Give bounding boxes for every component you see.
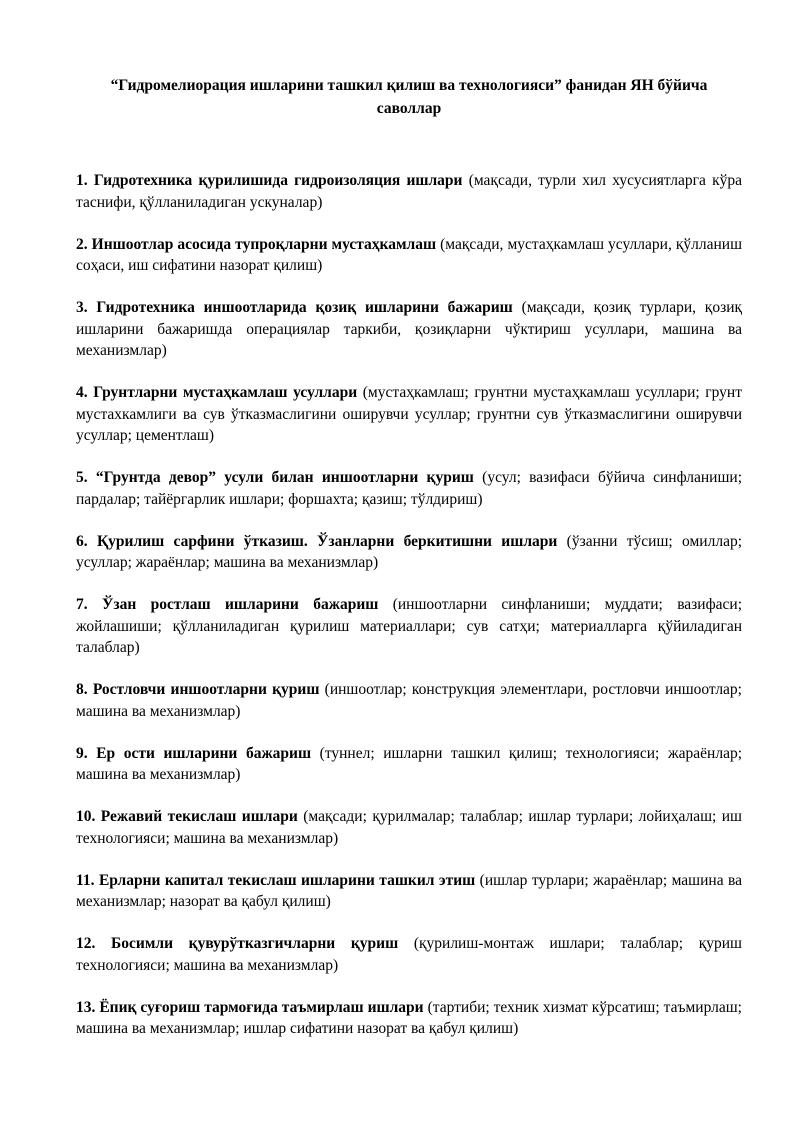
list-item [76, 679, 742, 722]
list-item [76, 467, 742, 510]
question-heading: 2. Иншоотлар асосида тупроқларни мустаҳкамлаш [76, 235, 437, 253]
question-heading: 7. Ўзан ростлаш ишларини бажариш [76, 596, 379, 613]
question-details: (тартиби; техник хизмат кўрсатиш; таъмирлаш; машина ва механизмлар; ишлар сифатини назорат ва қабул қилиш) [76, 998, 742, 1037]
question-heading: 5. “Грунтда девор” усули билан иншоотларни қуриш [76, 469, 474, 486]
question-heading: 4. Грунтларни мустаҳкамлаш усуллари [76, 384, 358, 401]
list-item [76, 594, 742, 659]
question-details: (мақсади, қозиқ турлари, қозиқ ишларини бажаришда операциялар таркиби, қозиқларни чўктириш усуллари, машина ва механизмлар) [76, 299, 743, 359]
question-details: (усул; вазифаси бўйича синфланиши; пардалар; тайёргарлик ишлари; форшахта; қазиш; тўлдириш) [76, 469, 742, 508]
question-details: (мустаҳкамлаш; грунтни мустаҳкамлаш усуллари; грунт мустахкамлиги ва сув ўтказмаслигини оширувчи усуллар; грунтни сув ўтказмаслигини оширувчи усуллар; цементлаш) [76, 384, 742, 444]
list-item [76, 997, 742, 1040]
question-heading: 1. Гидротехника қурилишида гидроизоляция ишлари [76, 172, 463, 189]
question-heading: 12. Босимли қувурўтказгичларни қуриш [76, 935, 399, 952]
question-heading: 13. Ёпиқ суғориш тармоғида таъмирлаш ишлари [76, 998, 424, 1016]
question-details: (иншоотлар; конструкция элементлари, ростловчи иншоотлар; машина ва механизмлар) [76, 681, 742, 720]
list-item [76, 297, 742, 362]
question-details: (иншоотларни синфланиши; муддати; вазифаси; жойлашиши; қўлланиладиган қурилиш материаллари; сув сатҳи; материалларга қўйиладиган талаблар) [76, 596, 743, 656]
question-details: (ишлар турлари; жараёнлар; машина ва механизмлар; назорат ва қабул қилиш) [76, 871, 743, 910]
question-details: (мақсади; қурилмалар; талаблар; ишлар турлари; лойиҳалаш; иш технологияси; машина ва механизмлар) [76, 808, 742, 847]
list-item [76, 234, 742, 277]
list-item [76, 743, 742, 786]
list-item [76, 170, 742, 213]
list-item [76, 531, 742, 574]
question-details: (мақсади, мустаҳкамлаш усуллари, қўлланиш соҳаси, иш сифатини назорат қилиш) [76, 235, 743, 274]
list-item [76, 870, 742, 913]
question-heading: 6. Қурилиш сарфини ўтказиш. Ўзанларни беркитишни ишлари [76, 532, 558, 550]
question-heading: 8. Ростловчи иншоотларни қуриш [76, 681, 320, 698]
question-details: (мақсади, турли хил хусусиятларга кўра таснифи, қўлланиладиган ускуналар) [76, 172, 742, 211]
question-list [76, 170, 742, 1040]
document-title: “Гидромелиорация ишларини ташкил қилиш ва технологияси” фанидан ЯН бўйича саволлар [110, 77, 708, 117]
list-item [76, 382, 742, 447]
question-heading: 3. Гидротехника иншоотларида қозиқ ишларини бажариш [76, 299, 513, 316]
question-heading: 10. Режавий текислаш ишлари [76, 808, 298, 825]
question-heading: 11. Ерларни капитал текислаш ишларини ташкил этиш [76, 871, 476, 889]
question-details: (қурилиш-монтаж ишлари; талаблар; қуриш технологияси; машина ва механизмлар) [76, 935, 742, 974]
question-details: (ўзанни тўсиш; омиллар; усуллар; жараёнлар; машина ва механизмлар) [76, 532, 743, 571]
list-item [76, 806, 742, 849]
question-details: (туннел; ишларни ташкил қилиш; технологияси; жараёнлар; машина ва механизмлар) [76, 744, 743, 783]
question-heading: 9. Ер ости ишларини бажариш [76, 744, 312, 762]
document-page [76, 74, 742, 1060]
list-item [76, 933, 742, 976]
